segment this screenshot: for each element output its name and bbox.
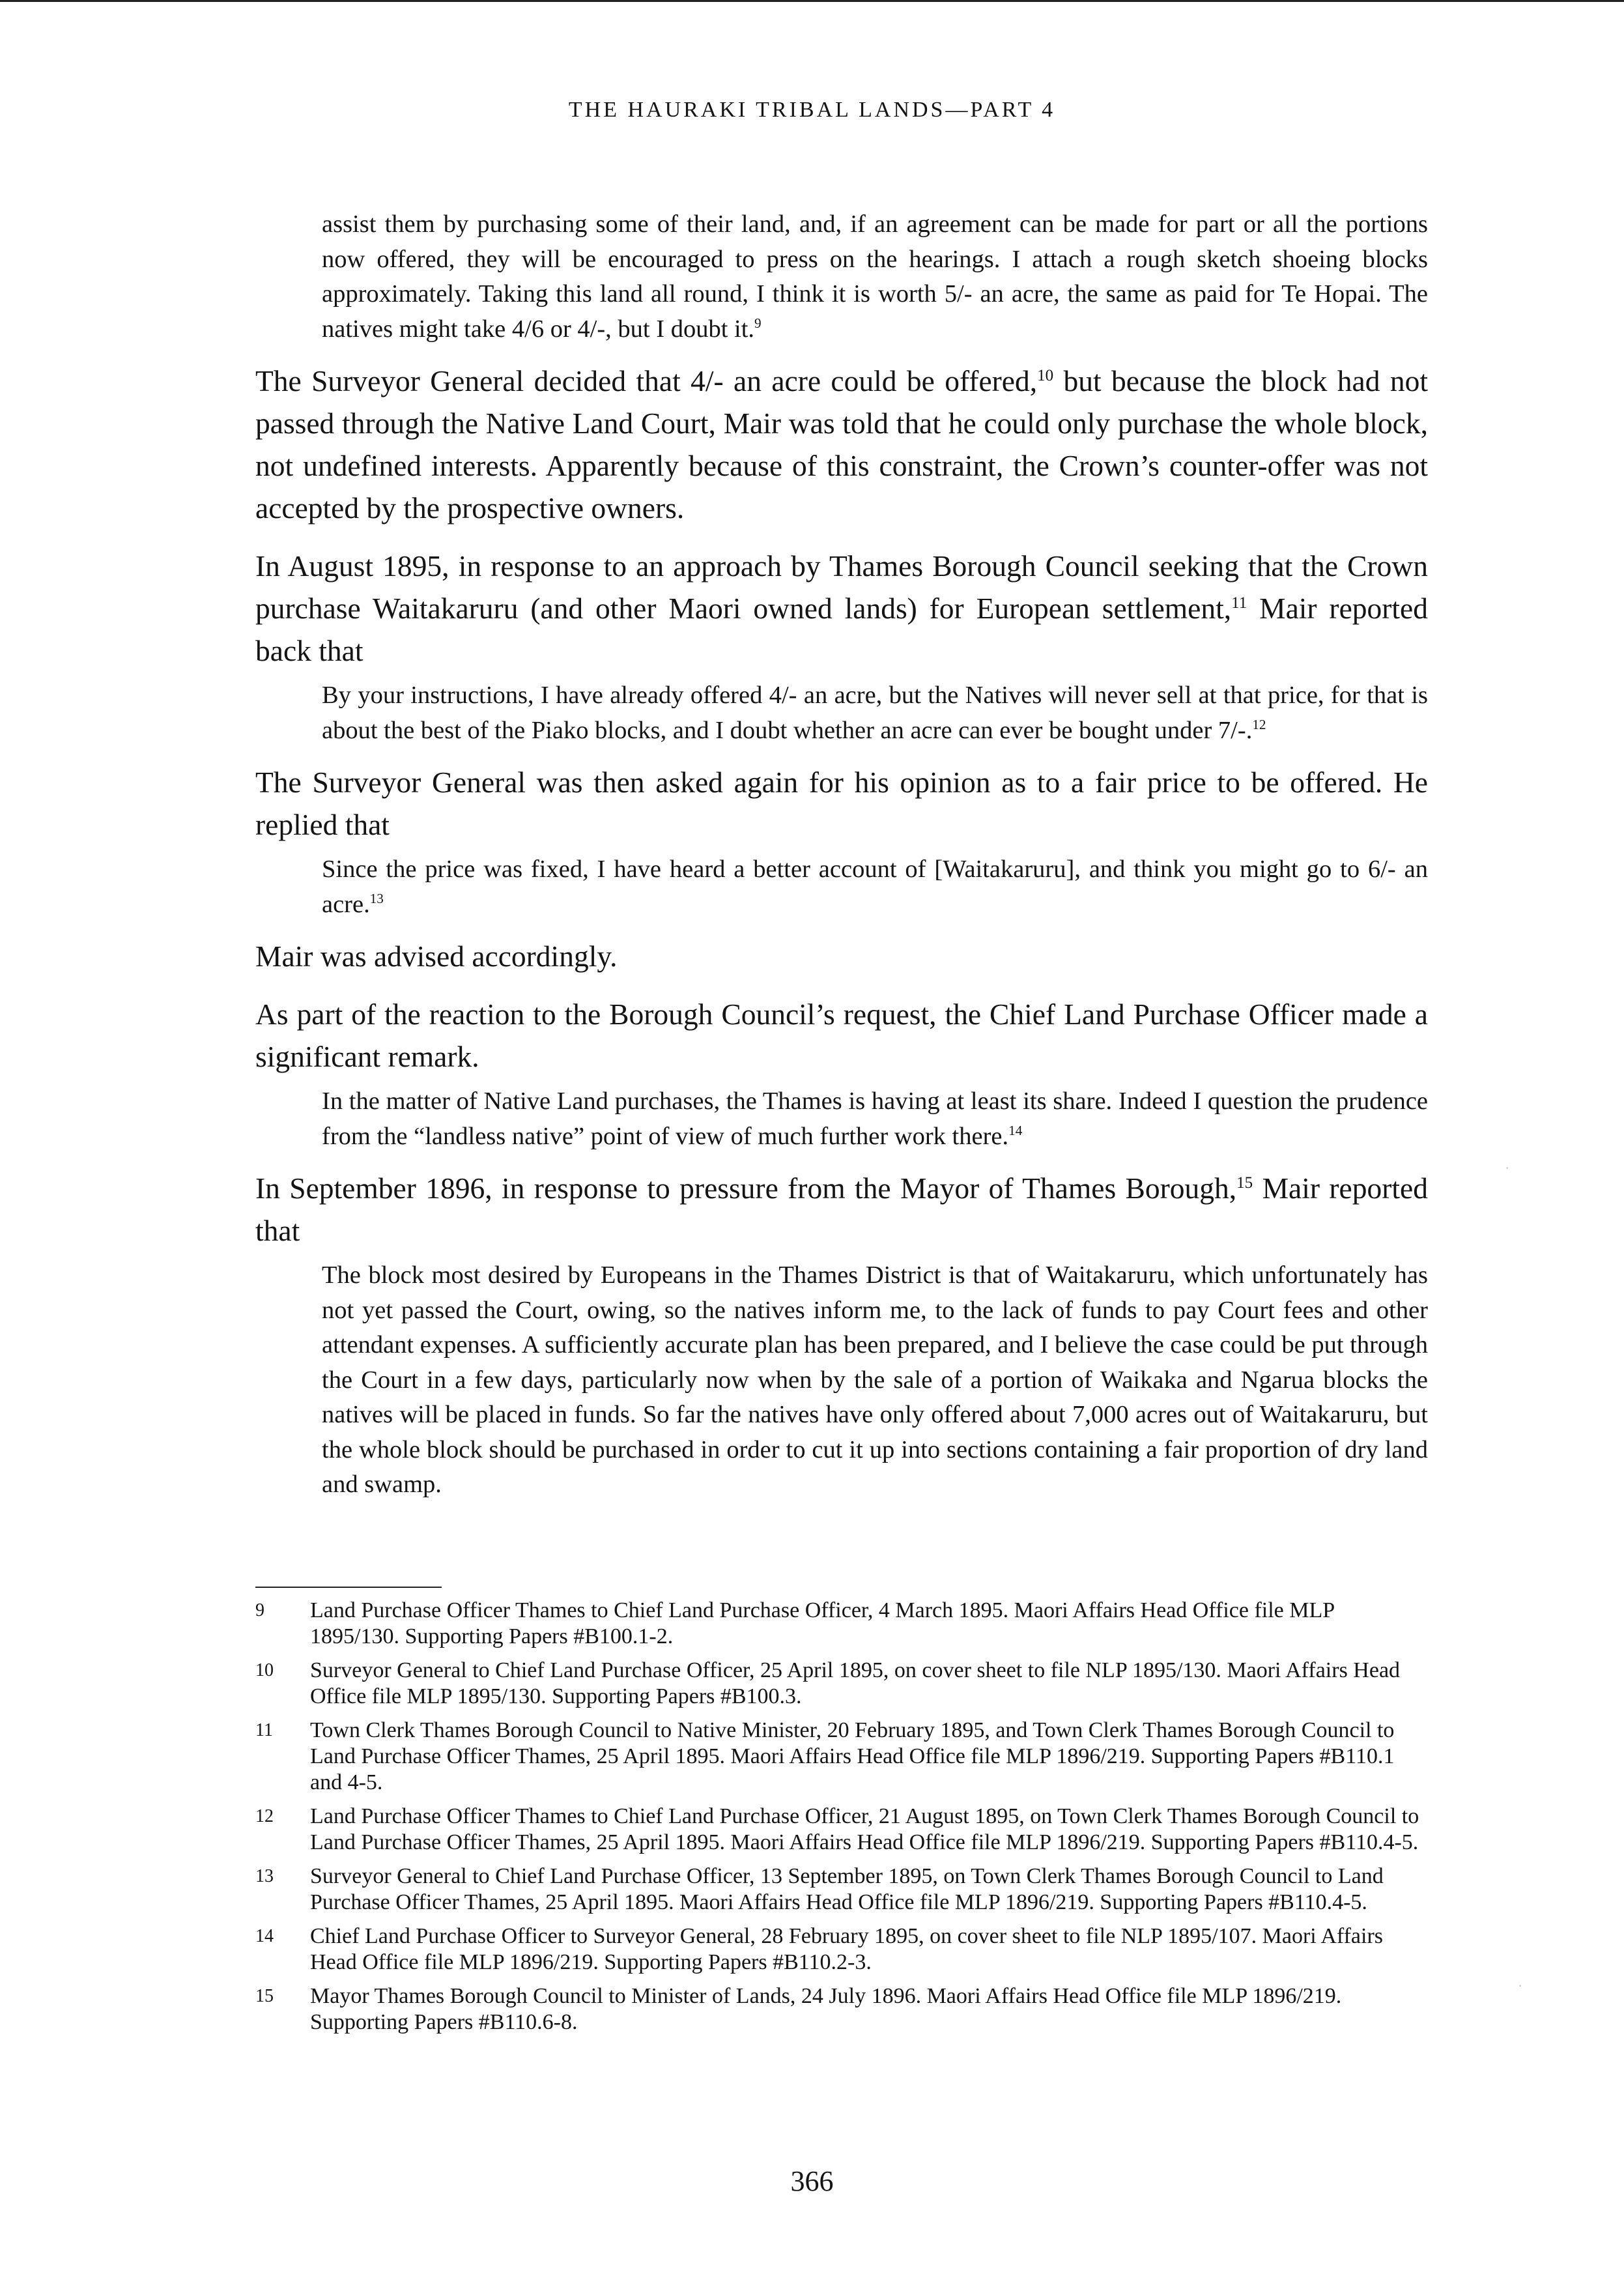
paragraph-text: In August 1895, in response to an approach by Thames Borough Council seeking that the Crown purchase Waitakaruru (and other Maori owned lands) for European settlement, [255, 549, 1428, 625]
paragraph [255, 545, 1428, 672]
footnote-number: 13 [255, 1866, 274, 1886]
paragraph-text: In September 1896, in response to pressure from the Mayor of Thames Borough, [255, 1172, 1237, 1205]
footnote [255, 1923, 1428, 1976]
footnote-ref: 11 [1231, 594, 1247, 612]
block-quote [322, 678, 1428, 748]
quote-text: By your instructions, I have already offered 4/- an acre, but the Natives will never sell at that price, for that is about the best of the Piako blocks, and I doubt whether an acre can ever be bought under 7/-. [322, 682, 1428, 744]
footnote [255, 1598, 1428, 1650]
footnote-text: Land Purchase Officer Thames to Chief Land Purchase Officer, 21 August 1895, on Town Clerk Thames Borough Council to Land Purchase Officer Thames, 25 April 1895. Maori Affairs Head Office file MLP 1896/219. Supporting Papers #B110.4-5. [310, 1804, 1419, 1854]
footnote-ref: 15 [1236, 1173, 1253, 1192]
footnote-number: 9 [255, 1600, 264, 1620]
footnote-number: 12 [255, 1806, 274, 1826]
footnote [255, 1983, 1428, 2035]
footnote-ref: 9 [754, 315, 762, 331]
scan-artifact-mark: · [1505, 1160, 1510, 1176]
footnote [255, 1804, 1428, 1856]
footnote-text: Surveyor General to Chief Land Purchase Officer, 13 September 1895, on Town Clerk Thames Borough Council to Land Purchase Officer Thames, 25 April 1895. Maori Affairs Head Office file MLP 1896/219. Supporting Papers #B110.4-5. [310, 1864, 1384, 1914]
footnote-number: 14 [255, 1926, 274, 1946]
paragraph [255, 761, 1428, 846]
top-border-line [0, 0, 1624, 2]
paragraph-text: The Surveyor General was then asked again for his opinion as to a fair price to be offered. He replied that [255, 766, 1428, 841]
quote-text: The block most desired by Europeans in the Thames District is that of Waitakaruru, which unfortunately has not yet passed the Court, owing, so the natives inform me, to the lack of funds to pay Court fees and other attendant expenses. A sufficiently accurate plan has been prepared, and I believe the case could be put through the Court in a few days, particularly now when by the sale of a portion of Waikaka and Ngarua blocks the natives will be placed in funds. So far the natives have only offered about 7,000 acres out of Waitakaruru, but the whole block should be purchased in order to cut it up into sections containing a fair proportion of dry land and swamp. [322, 1261, 1428, 1498]
footnote-ref: 10 [1037, 366, 1054, 384]
footnote-number: 11 [255, 1720, 273, 1740]
footnote-text: Mayor Thames Borough Council to Minister of Lands, 24 July 1896. Maori Affairs Head Office file MLP 1896/219. Supporting Papers #B110.6-8. [310, 1984, 1342, 2034]
paragraph-text: but because the block had not passed through the Native Land Court, Mair was told that he could only purchase the whole block, not undefined interests. Apparently because of this constraint, the Crown’s counter-offer was not accepted by the prospective owners. [255, 364, 1429, 525]
footnote-number: 15 [255, 1986, 274, 2006]
page-number: 366 [790, 2165, 834, 2197]
footnote-text: Land Purchase Officer Thames to Chief Land Purchase Officer, 4 March 1895. Maori Affairs Head Office file MLP 1895/130. Supporting Papers #B100.1-2. [310, 1598, 1334, 1648]
footnote-ref: 13 [369, 890, 384, 906]
footnote-separator [255, 1587, 442, 1588]
footnote-ref: 14 [1008, 1122, 1023, 1138]
paragraph [255, 360, 1428, 529]
footnote-text: Chief Land Purchase Officer to Surveyor General, 28 February 1895, on cover sheet to file NLP 1895/107. Maori Affairs Head Office file MLP 1896/219. Supporting Papers #B110.2-3. [310, 1924, 1384, 1974]
paragraph-text: Mair was advised accordingly. [255, 940, 618, 973]
block-quote [322, 1258, 1428, 1503]
quote-text: In the matter of Native Land purchases, the Thames is having at least its share. Indeed I question the prudence from the “landless native” point of view of much further work there. [322, 1087, 1428, 1150]
block-quote [322, 1084, 1428, 1154]
paragraph [255, 993, 1428, 1078]
footnote-number: 10 [255, 1660, 274, 1680]
paragraph-text: The Surveyor General decided that 4/- an acre could be offered, [255, 364, 1038, 397]
footnote [255, 1718, 1428, 1796]
quote-text: assist them by purchasing some of their land, and, if an agreement can be made for part or all the portions now offered, they will be encouraged to press on the hearings. I attach a rough sketch shoeing blocks approximately. Taking this land all round, I think it is worth 5/- an acre, the same as paid for Te Hopai. The natives might take 4/6 or 4/-, but I doubt it. [322, 210, 1428, 343]
quote-text: Since the price was fixed, I have heard a better account of [Waitakaruru], and think you might go to 6/- an acre. [322, 856, 1428, 918]
block-quote [322, 852, 1428, 922]
footnote-text: Town Clerk Thames Borough Council to Native Minister, 20 February 1895, and Town Clerk Thames Borough Council to Land Purchase Officer Thames, 25 April 1895. Maori Affairs Head Office file MLP 1896/219. Supporting Papers #B110.1 and 4-5. [310, 1718, 1395, 1794]
footnotes [255, 1598, 1428, 2043]
paragraph-text: Mair reported that [255, 1172, 1428, 1247]
paragraph-text: Mair reported back that [255, 592, 1429, 667]
running-head: THE HAURAKI TRIBAL LANDS—PART 4 [568, 98, 1056, 122]
block-quote [322, 207, 1428, 347]
footnote [255, 1658, 1428, 1710]
main-text [255, 207, 1428, 1503]
footnote-text: Surveyor General to Chief Land Purchase Officer, 25 April 1895, on cover sheet to file NLP 1895/130. Maori Affairs Head Office file MLP 1895/130. Supporting Papers #B100.3. [310, 1658, 1401, 1708]
scan-artifact-mark: · [1518, 1978, 1523, 1994]
paragraph [255, 1167, 1428, 1252]
footnote [255, 1863, 1428, 1916]
footnote-ref: 12 [1252, 716, 1266, 732]
paragraph [255, 935, 1428, 977]
paragraph-text: As part of the reaction to the Borough Council’s request, the Chief Land Purchase Officer made a significant remark. [255, 998, 1428, 1073]
